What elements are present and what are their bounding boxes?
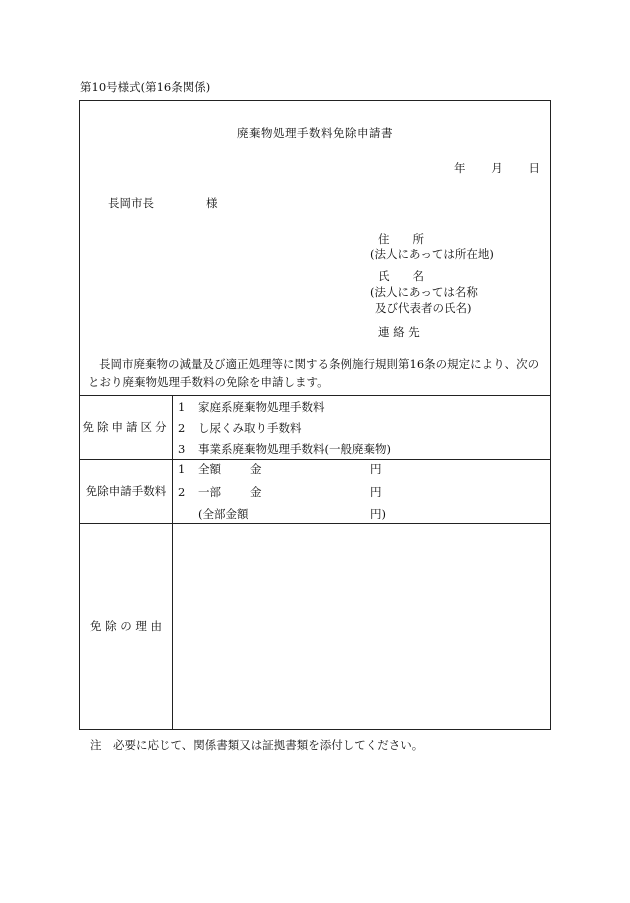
date-line: [454, 163, 540, 175]
address-note: (法人にあっては所在地): [370, 247, 494, 261]
date-day: 日: [528, 161, 540, 175]
fee-row-yen: 円): [370, 507, 386, 521]
row-divider-1: [80, 459, 550, 460]
application-statement: 長岡市廃棄物の減量及び適正処理等に関する条例施行規則第16条の規定により、次のとおり廃棄物処理手数料の免除を申請します。: [88, 357, 540, 389]
fee-row-kind: 全額: [198, 462, 221, 476]
fee-row-number: 2: [178, 485, 186, 499]
table-top-border: [80, 395, 550, 396]
fee-row-gold: 金: [250, 462, 262, 476]
fee-row-kind: (全部金額: [198, 507, 249, 521]
name-label: 氏 名: [378, 269, 424, 283]
category-item-number: 2: [178, 421, 186, 435]
application-form: [79, 100, 551, 730]
fee-row-kind: 一部: [198, 485, 221, 499]
form-number: 第10号様式(第16条関係): [80, 80, 211, 94]
category-item-text: し尿くみ取り手数料: [198, 421, 302, 435]
category-label: 免除申請区分: [82, 420, 170, 434]
footnote: 注 必要に応じて、関係書類又は証拠書類を添付してください。: [90, 738, 424, 752]
category-item-number: 3: [178, 442, 186, 456]
date-month: 月: [491, 161, 503, 175]
fee-row-yen: 円: [370, 462, 382, 476]
category-item-text: 家庭系廃棄物処理手数料: [198, 400, 325, 414]
fee-row: [178, 464, 382, 476]
address-label: 住 所: [378, 232, 424, 246]
fee-row-gold: 金: [250, 485, 262, 499]
name-note-1: (法人にあっては名称: [370, 285, 478, 299]
category-item-number: 1: [178, 400, 186, 414]
category-item: [178, 402, 325, 414]
contact-label: 連 絡 先: [378, 325, 420, 339]
category-item: [178, 444, 391, 456]
name-note-2: 及び代表者の氏名): [375, 301, 472, 315]
fee-row-yen: 円: [370, 485, 382, 499]
category-item: [178, 423, 302, 435]
fee-row: [178, 487, 382, 499]
fee-label: 免除申請手数料: [85, 484, 167, 498]
category-item-text: 事業系廃棄物処理手数料(一般廃棄物): [198, 442, 391, 456]
reason-label: 免 除 の 理 由: [89, 619, 163, 633]
addressee-name: 長岡市長: [108, 196, 154, 210]
fee-row-number: [178, 509, 198, 521]
addressee-honorific: 様: [206, 196, 218, 210]
addressee: [108, 198, 218, 210]
fee-row: [178, 509, 386, 521]
fee-row-number: 1: [178, 462, 186, 476]
column-divider: [172, 395, 173, 729]
form-title: 廃棄物処理手数料免除申請書: [237, 126, 393, 140]
date-year: 年: [454, 161, 466, 175]
row-divider-2: [80, 523, 550, 524]
